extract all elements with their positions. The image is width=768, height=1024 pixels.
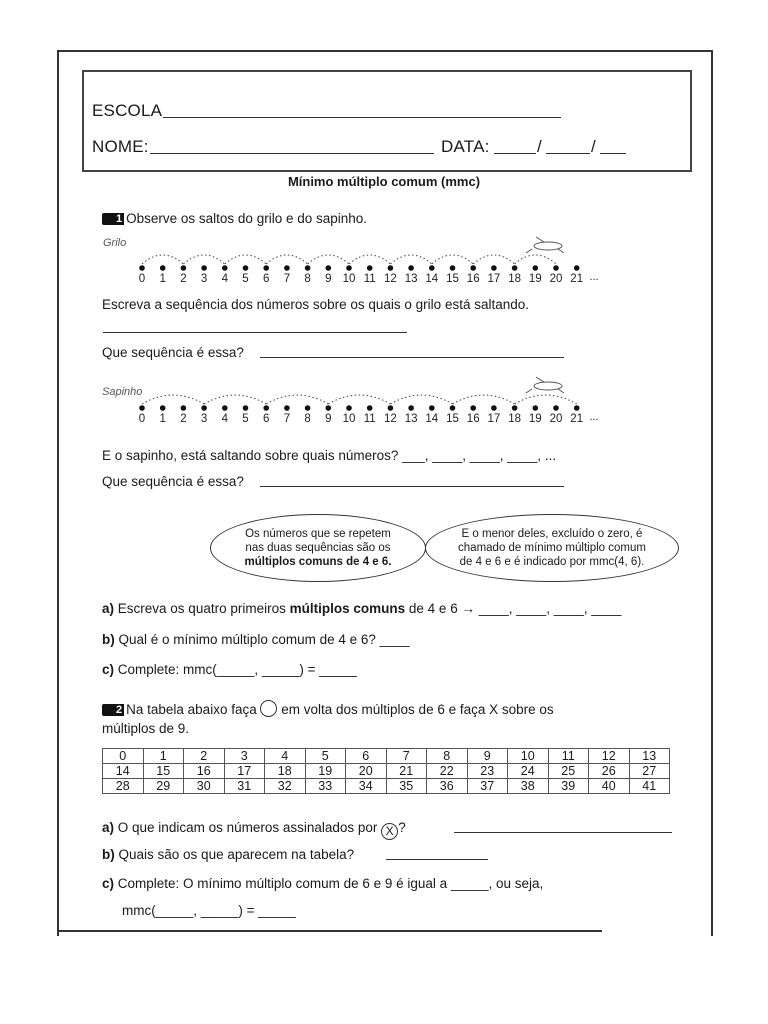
- table-cell[interactable]: 40: [589, 779, 630, 794]
- q1-badge: 1: [102, 213, 124, 225]
- number-line-ellipsis: ...: [589, 271, 599, 283]
- hop-arc: [349, 255, 390, 264]
- numbers-table: [102, 748, 670, 794]
- table-cell[interactable]: 37: [467, 779, 508, 794]
- number-line-label: 9: [325, 273, 332, 285]
- number-line-dot: [305, 265, 311, 271]
- grilo-seq-question: Que sequência é essa?: [102, 345, 244, 360]
- table-cell[interactable]: 1: [143, 749, 184, 764]
- table-cell[interactable]: 28: [103, 779, 144, 794]
- nome-label: NOME:: [92, 137, 149, 156]
- hop-arc: [515, 395, 577, 404]
- table-cell[interactable]: 39: [548, 779, 589, 794]
- number-line-label: 13: [404, 413, 418, 425]
- number-line-dot: [470, 405, 476, 411]
- number-line-label: 1: [159, 413, 166, 425]
- table-cell[interactable]: 18: [265, 764, 306, 779]
- hop-arc: [183, 255, 224, 264]
- number-line-dot: [139, 265, 145, 271]
- number-line-dot: [408, 405, 414, 411]
- bubble-right: E o menor deles, excluído o zero, é chamado de mínimo múltiplo comum de 4 e 6 e é indicado por mmc(4, 6).: [425, 514, 679, 582]
- month-field[interactable]: [546, 153, 590, 154]
- number-line-label: 8: [304, 273, 311, 285]
- table-cell[interactable]: 14: [103, 764, 144, 779]
- hop-arc: [453, 395, 515, 404]
- number-line-dot: [367, 265, 373, 271]
- number-line-label: 17: [487, 273, 501, 285]
- table-cell[interactable]: 11: [548, 749, 589, 764]
- number-line-dot: [139, 405, 145, 411]
- number-line-label: 7: [283, 273, 291, 285]
- table-cell[interactable]: 17: [224, 764, 265, 779]
- number-line-dot: [553, 405, 559, 411]
- escola-field[interactable]: [163, 117, 561, 118]
- number-line-label: 5: [242, 413, 249, 425]
- table-cell[interactable]: 22: [427, 764, 468, 779]
- number-line-dot: [160, 405, 166, 411]
- day-field[interactable]: [494, 153, 536, 154]
- q2-item-c: c) Complete: O mínimo múltiplo comum de 6 e 9 é igual a _____, ou seja,: [102, 876, 544, 891]
- number-line-label: 0: [138, 273, 146, 285]
- q2-badge: 2: [102, 704, 124, 716]
- number-line-dot: [305, 405, 311, 411]
- page-title: Mínimo múltiplo comum (mmc): [287, 174, 481, 189]
- sapinho-seq-field[interactable]: [260, 486, 564, 487]
- sapinho-blanks: ___, ____, ____, ____, ...: [402, 448, 557, 463]
- hop-arc: [308, 255, 349, 264]
- number-line-dot: [512, 405, 518, 411]
- table-cell[interactable]: 36: [427, 779, 468, 794]
- table-cell[interactable]: 33: [305, 779, 346, 794]
- hop-arc: [390, 395, 452, 404]
- number-line-dot: [491, 265, 497, 271]
- number-line-dot: [533, 265, 539, 271]
- hop-arc: [204, 395, 266, 404]
- hop-arc: [142, 395, 204, 404]
- number-line-label: 2: [180, 413, 187, 425]
- table-cell[interactable]: 13: [629, 749, 670, 764]
- number-line-label: 4: [221, 413, 229, 425]
- number-line-label: 1: [159, 273, 166, 285]
- number-line-label: 5: [242, 273, 249, 285]
- table-cell[interactable]: 19: [305, 764, 346, 779]
- table-cell[interactable]: 34: [346, 779, 387, 794]
- number-line-dot: [429, 405, 435, 411]
- table-cell[interactable]: 8: [427, 749, 468, 764]
- number-line-label: 14: [425, 413, 439, 425]
- number-line-dot: [346, 265, 352, 271]
- page-bottom-border: [57, 930, 602, 932]
- number-line-label: 0: [138, 413, 146, 425]
- hop-arc: [390, 255, 431, 264]
- grilo-seq-field[interactable]: [260, 357, 564, 358]
- number-line-dot: [450, 405, 456, 411]
- number-line-label: 15: [446, 273, 459, 285]
- number-line-dot: [284, 405, 290, 411]
- number-line-dot: [388, 405, 394, 411]
- table-cell[interactable]: 27: [629, 764, 670, 779]
- number-line-label: 11: [363, 273, 376, 285]
- number-line-label: 11: [363, 413, 376, 425]
- number-line-dot: [450, 265, 456, 271]
- table-cell[interactable]: 5: [305, 749, 346, 764]
- number-line-label: 12: [384, 413, 397, 425]
- number-line-label: 17: [487, 413, 501, 425]
- hop-arc: [432, 255, 473, 264]
- grilo-answer-field[interactable]: [103, 332, 407, 333]
- nome-field[interactable]: [150, 153, 434, 154]
- number-line-label: 14: [425, 273, 439, 285]
- number-line-label: 8: [304, 413, 311, 425]
- q1-item-a: a) Escreva os quatro primeiros múltiplos comuns de 4 e 6 → ____, ____, ____, ____: [102, 601, 622, 616]
- number-line-dot: [284, 265, 290, 271]
- frog-icon: [526, 377, 564, 393]
- table-cell[interactable]: 20: [346, 764, 387, 779]
- table-cell[interactable]: 9: [467, 749, 508, 764]
- table-cell[interactable]: 24: [508, 764, 549, 779]
- table-cell[interactable]: 0: [103, 749, 144, 764]
- number-line-label: 6: [262, 413, 270, 425]
- number-line-dot: [491, 405, 497, 411]
- number-line-dot: [470, 265, 476, 271]
- number-line-label: 10: [342, 413, 356, 425]
- number-line-dot: [388, 265, 394, 271]
- number-line-dot: [263, 265, 269, 271]
- header-box: [82, 70, 692, 172]
- sapinho-number-line: [130, 376, 650, 428]
- table-cell[interactable]: 3: [224, 749, 265, 764]
- grilo-label: Grilo: [103, 237, 127, 249]
- table-cell[interactable]: 6: [346, 749, 387, 764]
- table-cell[interactable]: 31: [224, 779, 265, 794]
- table-cell[interactable]: 15: [143, 764, 184, 779]
- table-cell[interactable]: 26: [589, 764, 630, 779]
- q2-a-answer-field[interactable]: [454, 832, 672, 833]
- number-line-label: 13: [404, 273, 418, 285]
- number-line-label: 6: [262, 273, 270, 285]
- number-line-label: 20: [549, 413, 563, 425]
- number-line-dot: [553, 265, 559, 271]
- sapinho-prompt: E o sapinho, está saltando sobre quais números? ___, ____, ____, ____, ...: [102, 448, 557, 463]
- date-slash: /: [537, 137, 542, 156]
- number-line-label: 18: [508, 273, 521, 285]
- number-line-dot: [408, 265, 414, 271]
- number-line-dot: [574, 265, 580, 271]
- table-cell[interactable]: 25: [548, 764, 589, 779]
- date-slash: /: [591, 137, 596, 156]
- number-line-label: 16: [466, 273, 480, 285]
- grasshopper-icon: [526, 237, 564, 253]
- q2-item-a: a) O que indicam os números assinalados por X ?: [102, 820, 406, 838]
- table-cell[interactable]: 21: [386, 764, 427, 779]
- q1-intro: 1 Observe os saltos do grilo e do sapinho.: [102, 211, 367, 226]
- number-line-dot: [574, 405, 580, 411]
- number-line-label: 21: [570, 273, 584, 285]
- table-row: [103, 779, 670, 794]
- number-line-dot: [512, 265, 518, 271]
- q2-item-b: b) Quais são os que aparecem na tabela?: [102, 847, 355, 862]
- number-line-ellipsis: ...: [589, 411, 599, 423]
- number-line-dot: [346, 405, 352, 411]
- number-line-dot: [326, 405, 332, 411]
- number-line-label: 16: [466, 413, 480, 425]
- table-cell[interactable]: 16: [184, 764, 225, 779]
- number-line-dot: [201, 265, 207, 271]
- table-cell[interactable]: 23: [467, 764, 508, 779]
- table-cell[interactable]: 7: [386, 749, 427, 764]
- number-line-label: 9: [325, 413, 332, 425]
- number-line-label: 10: [342, 273, 356, 285]
- hop-arc: [266, 255, 307, 264]
- table-row: [103, 749, 670, 764]
- hop-arc: [328, 395, 390, 404]
- q1-item-b: b) Qual é o mínimo múltiplo comum de 4 e 6? ____: [102, 632, 410, 647]
- bubble-left: Os números que se repetem nas duas sequências são os múltiplos comuns de 4 e 6.: [210, 514, 426, 582]
- number-line-dot: [160, 265, 166, 271]
- number-line-label: 2: [180, 273, 187, 285]
- table-cell[interactable]: 29: [143, 779, 184, 794]
- table-cell[interactable]: 41: [629, 779, 670, 794]
- hop-arc: [515, 255, 556, 264]
- q1-item-c: c) Complete: mmc(_____, _____) = _____: [102, 662, 357, 677]
- q2-b-answer-field[interactable]: [386, 859, 488, 860]
- number-line-dot: [263, 405, 269, 411]
- number-line-label: 4: [221, 273, 229, 285]
- data-label: DATA:: [441, 137, 490, 156]
- grilo-prompt: Escreva a sequência dos números sobre os quais o grilo está saltando.: [102, 297, 529, 312]
- escola-label: ESCOLA: [92, 101, 163, 120]
- number-line-label: 12: [384, 273, 397, 285]
- number-line-dot: [181, 265, 187, 271]
- q2-item-c-line2: mmc(_____, _____) = _____: [122, 903, 296, 918]
- number-line-label: 19: [528, 413, 542, 425]
- number-line-label: 21: [570, 413, 584, 425]
- number-line-dot: [243, 405, 249, 411]
- table-cell[interactable]: 10: [508, 749, 549, 764]
- grilo-number-line: [130, 236, 650, 288]
- hop-arc: [225, 255, 266, 264]
- table-cell[interactable]: 30: [184, 779, 225, 794]
- number-line-dot: [201, 405, 207, 411]
- hop-arc: [266, 395, 328, 404]
- number-line-label: 3: [200, 413, 208, 425]
- number-line-dot: [533, 405, 539, 411]
- number-line-dot: [181, 405, 187, 411]
- q2-intro-line2: múltiplos de 9.: [102, 721, 190, 736]
- number-line-label: 15: [446, 413, 459, 425]
- table-cell[interactable]: 32: [265, 779, 306, 794]
- number-line-dot: [243, 265, 249, 271]
- year-field[interactable]: [600, 153, 626, 154]
- table-cell[interactable]: 38: [508, 779, 549, 794]
- sapinho-label: Sapinho: [102, 386, 143, 398]
- number-line-label: 3: [200, 273, 208, 285]
- number-line-dot: [326, 265, 332, 271]
- table-row: [103, 764, 670, 779]
- circle-icon: [260, 700, 277, 717]
- hop-arc: [142, 255, 183, 264]
- table-cell[interactable]: 12: [589, 749, 630, 764]
- table-cell[interactable]: 35: [386, 779, 427, 794]
- hop-arc: [473, 255, 514, 264]
- q2-intro: 2 Na tabela abaixo faça em volta dos múltiplos de 6 e faça X sobre os: [102, 700, 554, 717]
- number-line-dot: [429, 265, 435, 271]
- number-line-dot: [222, 405, 228, 411]
- x-circle-icon: X: [381, 823, 398, 840]
- number-line-label: 18: [508, 413, 521, 425]
- table-cell[interactable]: 2: [184, 749, 225, 764]
- number-line-dot: [222, 265, 228, 271]
- number-line-label: 19: [528, 273, 542, 285]
- number-line-label: 20: [549, 273, 563, 285]
- number-line-label: 7: [283, 413, 291, 425]
- number-line-dot: [367, 405, 373, 411]
- sapinho-seq-question: Que sequência é essa?: [102, 474, 244, 489]
- table-cell[interactable]: 4: [265, 749, 306, 764]
